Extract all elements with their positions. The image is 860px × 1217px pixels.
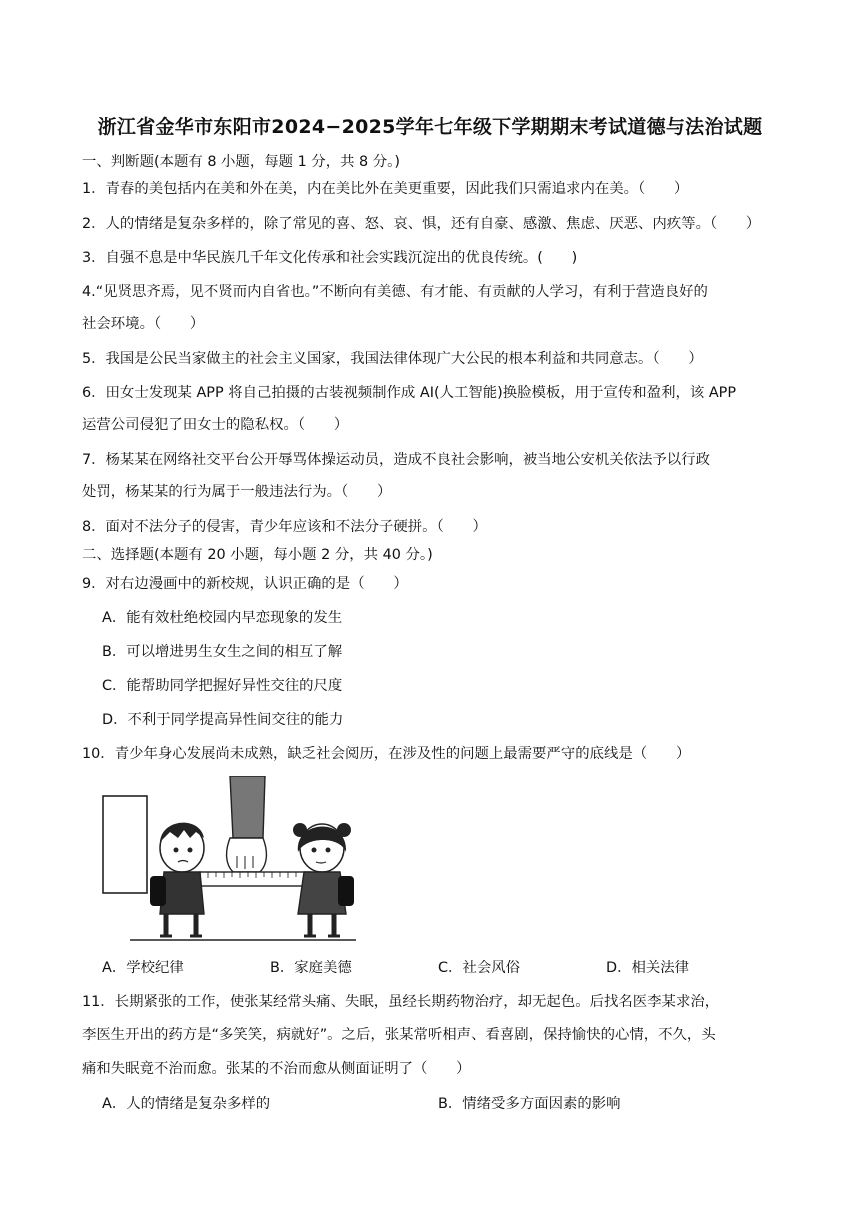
question-10-option-d: D．相关法律 xyxy=(606,960,690,976)
question-8: 8．面对不法分子的侵害，青少年应该和不法分子硬拼。（ ） xyxy=(82,519,487,535)
question-7-line1: 7．杨某某在网络社交平台公开辱骂体操运动员，造成不良社会影响，被当地公安机关依法予以行政 xyxy=(82,452,710,468)
question-4-line2: 社会环境。（ ） xyxy=(82,316,205,332)
question-9-option-a: A．能有效杜绝校园内早恋现象的发生 xyxy=(102,610,343,626)
school-sleeve xyxy=(230,776,265,838)
question-6-line2: 运营公司侵犯了田女士的隐私权。（ ） xyxy=(82,417,349,433)
question-9-option-c: C．能帮助同学把握好异性交往的尺度 xyxy=(102,678,343,694)
question-7-line2: 处罚，杨某某的行为属于一般违法行为。（ ） xyxy=(82,484,392,500)
question-9: 9．对右边漫画中的新校规，认识正确的是（ ） xyxy=(82,576,408,592)
question-6-line1: 6．田女士发现某 APP 将自己拍摄的古装视频制作成 AI(人工智能)换脸模板，用于宣传和盈利，该 APP xyxy=(82,385,737,401)
ruler xyxy=(200,872,310,886)
question-3: 3．自强不息是中华民族几千年文化传承和社会实践沉淀出的优良传统。( ) xyxy=(82,250,578,266)
new-rule-board xyxy=(103,796,147,893)
question-11-line2: 李医生开出的药方是“多笑笑，病就好”。之后，张某常听相声、看喜剧，保持愉快的心情，不久，头 xyxy=(82,1027,716,1043)
question-11-option-a: A．人的情绪是复杂多样的 xyxy=(102,1096,271,1112)
question-4-line1: 4.“见贤思齐焉，见不贤而内自省也。”不断向有美德、有才能、有贡献的人学习，有利于营造良好的 xyxy=(82,284,708,300)
question-10-option-c: C．社会风俗 xyxy=(438,960,521,976)
school-rule-cartoon xyxy=(100,776,360,946)
question-5: 5．我国是公民当家做主的社会主义国家，我国法律体现广大公民的根本利益和共同意志。（ ） xyxy=(82,351,703,367)
question-9-option-d: D．不利于同学提高异性间交往的能力 xyxy=(102,712,344,728)
section2-heading: 二、选择题(本题有 20 小题，每小题 2 分，共 40 分。) xyxy=(82,547,433,563)
question-11-line1: 11．长期紧张的工作，使张某经常头痛、失眠，虽经长期药物治疗，却无起色。后找名医李某求治， xyxy=(82,994,720,1010)
question-2: 2．人的情绪是复杂多样的，除了常见的喜、怒、哀、惧，还有自豪、感激、焦虑、厌恶、内疚等。（ ） xyxy=(82,216,761,232)
section1-heading: 一、判断题(本题有 8 小题，每题 1 分，共 8 分。) xyxy=(82,154,400,170)
question-11-line3: 痛和失眠竟不治而愈。张某的不治而愈从侧面证明了（ ） xyxy=(82,1061,471,1077)
exam-title: 浙江省金华市东阳市2024−2025学年七年级下学期期末考试道德与法治试题 xyxy=(97,116,763,138)
hand xyxy=(227,838,267,872)
question-10: 10．青少年身心发展尚未成熟，缺乏社会阅历，在涉及性的问题上最需要严守的底线是（ ） xyxy=(82,746,691,762)
question-1: 1．青春的美包括内在美和外在美，内在美比外在美更重要，因此我们只需追求内在美。（ ） xyxy=(82,181,689,197)
question-9-option-b: B．可以增进男生女生之间的相互了解 xyxy=(102,644,343,660)
question-10-option-b: B．家庭美德 xyxy=(270,960,352,976)
boy-figure xyxy=(150,823,204,936)
question-10-option-a: A．学校纪律 xyxy=(102,960,184,976)
question-11-option-b: B．情绪受多方面因素的影响 xyxy=(438,1096,621,1112)
